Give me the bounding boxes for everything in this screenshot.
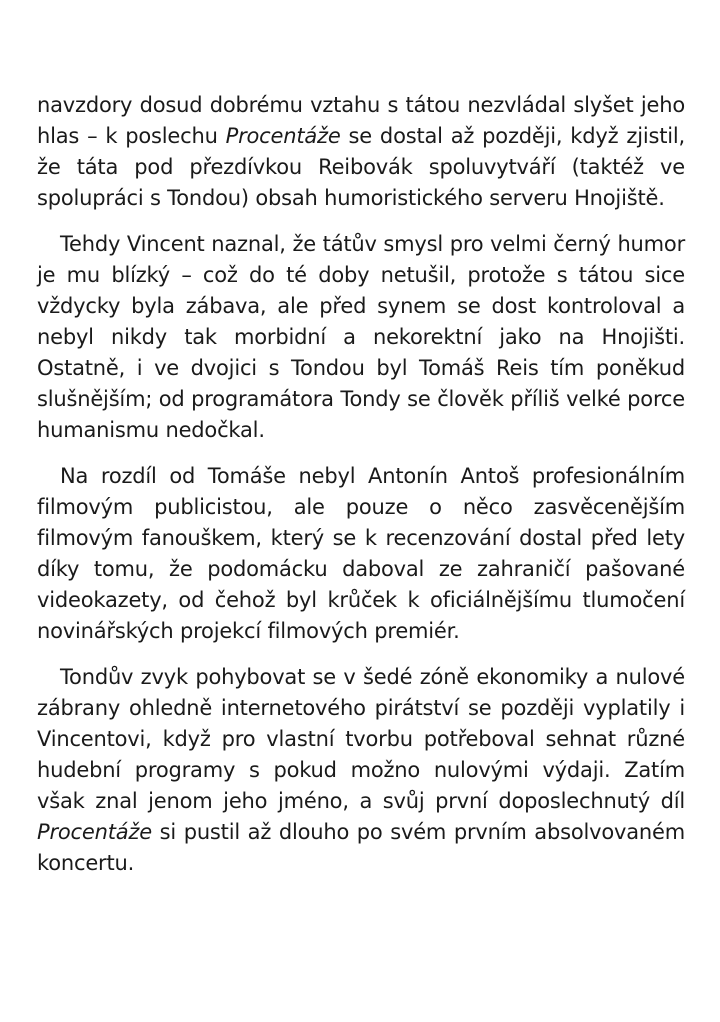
paragraph-4-text-1: Tondův zvyk pohybovat se v šedé zóně ekonomiky a nulové zábrany ohledně internetového pirátství se později vyplatily i Vincentovi, když pro vlastní tvorbu potřeboval sehnat různé hudební programy s pokud možno nulovými výdaji. Zatím však znal jenom jeho jméno, a svůj první doposlechnutý díl	[37, 665, 685, 813]
paragraph-4-title-procentaze: Procentáže	[37, 820, 152, 844]
paragraph-1-title-procentaze: Procentáže	[225, 124, 341, 148]
paragraph-1	[37, 90, 685, 214]
paragraph-2-text-1: Tehdy Vincent naznal, že tátův smysl pro velmi černý humor je mu blízký – což do té doby netušil, protože s tátou sice vždycky byla zábava, ale před synem se dost kontroloval a nebyl nikdy tak morbidní a nekorektní jako na Hnojišti. Ostatně, i ve dvojici s Tondou byl Tomáš Reis tím poněkud slušnějším; od programátora Tondy se člověk příliš velké porce humanismu nedočkal.	[37, 232, 685, 442]
paragraph-1-text-1: navzdory dosud dobrému vztahu s tátou nezvládal slyšet jeho hlas – k poslechu	[37, 93, 685, 148]
paragraph-3	[37, 461, 685, 647]
paragraph-3-text-1: Na rozdíl od Tomáše nebyl Antonín Antoš profesionálním filmovým publicistou, ale pouze o něco zasvěcenějším filmovým fanouškem, který se k recenzování dostal před lety díky tomu, že podomácku daboval ze zahraničí pašované videokazety, od čehož byl krůček k oficiálnějšímu tlumočení novinářských projekcí filmových premiér.	[37, 464, 685, 643]
paragraph-4	[37, 662, 685, 879]
paragraph-1-text-2: se dostal až později, když zjistil, že táta pod přezdívkou Reibovák spoluvytváří (taktéž ve spolupráci s Tondou) obsah humoristického serveru Hnojiště.	[37, 124, 685, 210]
document-page	[37, 90, 685, 894]
paragraph-2	[37, 229, 685, 446]
paragraph-4-text-2: si pustil až dlouho po svém prvním absolvovaném koncertu.	[37, 820, 685, 875]
